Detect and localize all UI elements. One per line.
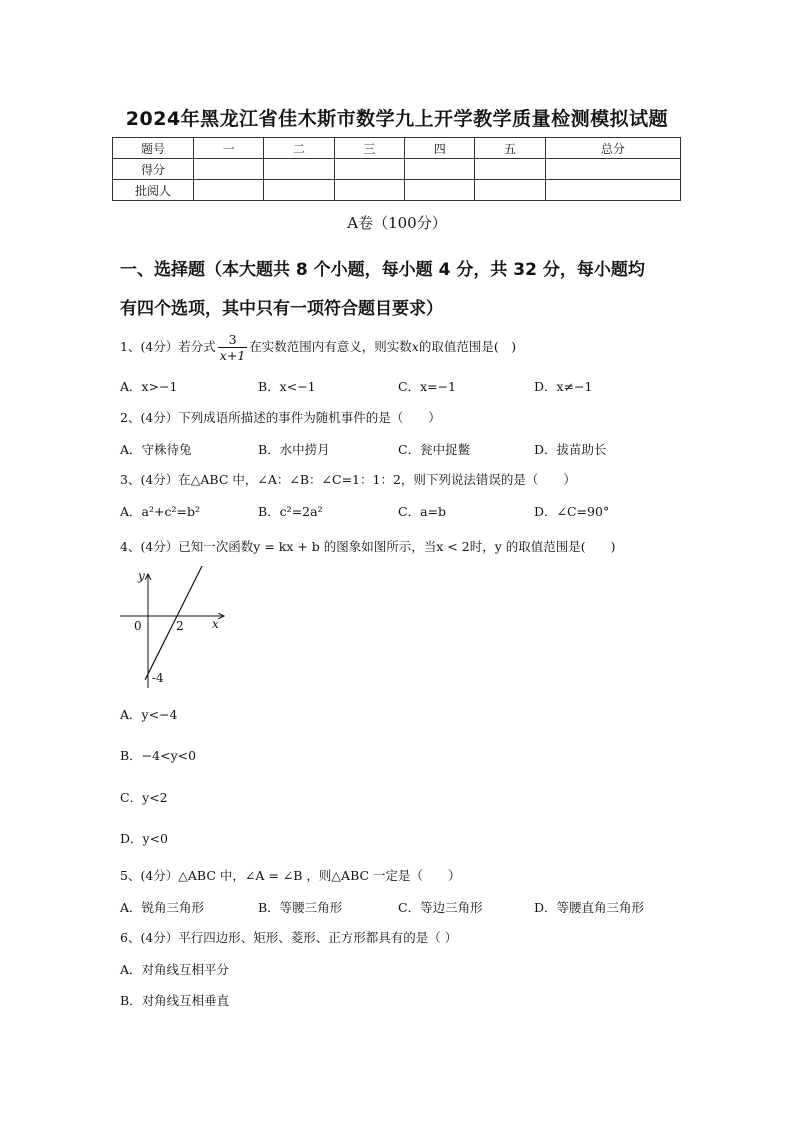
score-header-cell: 二 [264,138,334,159]
option-2c[interactable]: C．瓮中捉鳖 [398,442,471,457]
score-cell[interactable] [475,180,545,201]
score-row [113,159,681,180]
option-1b[interactable]: B．x<−1 [258,379,316,394]
option-5b[interactable]: B．等腰三角形 [258,900,343,915]
question-3: 3、(4分）在△ABC 中，∠A：∠B：∠C=1：1：2，则下列说法错误的是（ ） [120,472,576,487]
option-3b[interactable]: B．c²=2a² [258,504,323,519]
option-5c[interactable]: C．等边三角形 [398,900,483,915]
question-1 [120,332,516,363]
option-2d[interactable]: D．拔苗助长 [534,442,607,457]
option-6b[interactable]: B．对角线互相垂直 [120,993,230,1008]
score-cell[interactable] [194,180,264,201]
score-header-cell: 一 [194,138,264,159]
question-text: 的取值范围是( ) [418,339,517,354]
score-cell[interactable] [545,159,680,180]
option-4c[interactable]: C．y<2 [120,790,168,805]
option-6a[interactable]: A．对角线互相平分 [120,962,230,977]
part1-heading-line1: 一、选择题（本大题共 8 个小题，每小题 4 分，共 32 分，每小题均 [120,260,645,280]
score-cell[interactable] [194,159,264,180]
option-2a[interactable]: A．守株待兔 [120,442,192,457]
score-cell[interactable] [405,159,475,180]
score-cell[interactable] [545,180,680,201]
fraction [218,332,247,363]
score-cell[interactable] [264,180,334,201]
option-3a[interactable]: A．a²+c²=b² [120,504,200,519]
score-row-label: 批阅人 [113,180,194,201]
score-cell[interactable] [475,159,545,180]
option-5d[interactable]: D．等腰直角三角形 [534,900,645,915]
exam-title: 2024年黑龙江省佳木斯市数学九上开学教学质量检测模拟试题 [125,108,669,130]
question-6: 6、(4分）平行四边形、矩形、菱形、正方形都具有的是（ ） [120,930,458,945]
fraction-numerator: 3 [218,332,247,348]
score-cell[interactable] [405,180,475,201]
x-intercept-label: 2 [176,619,184,633]
origin-label: 0 [134,619,142,633]
option-5a[interactable]: A．锐角三角形 [120,900,205,915]
y-axis-label: y [138,569,145,583]
fraction-denominator: x+1 [219,348,246,363]
score-cell[interactable] [334,180,404,201]
reviewer-row [113,180,681,201]
question-text: 在实数范围内有意义，则实数 [249,339,412,354]
score-row-label: 得分 [113,159,194,180]
section-a-title: A卷（100分） [347,214,447,232]
part1-heading-line2: 有四个选项，其中只有一项符合题目要求） [120,299,443,319]
score-cell[interactable] [264,159,334,180]
y-intercept-label: -4 [152,671,164,685]
question-text: 1、(4分）若分式 [120,339,216,354]
option-3c[interactable]: C．a=b [398,504,446,519]
score-table-header-row [113,138,681,159]
score-cell[interactable] [334,159,404,180]
linear-function-graph [112,566,232,690]
question-4: 4、(4分）已知一次函数y = kx + b 的图象如图所示，当x < 2时，y 的取值范围是( ) [120,539,616,554]
question-5: 5、(4分）△ABC 中，∠A = ∠B ，则△ABC 一定是（ ） [120,868,461,883]
score-header-cell: 四 [405,138,475,159]
question-2: 2、(4分）下列成语所描述的事件为随机事件的是（ ） [120,410,441,425]
option-2b[interactable]: B．水中捞月 [258,442,330,457]
option-1c[interactable]: C．x=−1 [398,379,457,394]
option-4b[interactable]: B．−4<y<0 [120,748,197,763]
score-header-cell: 总分 [545,138,680,159]
score-table [112,137,681,201]
option-1d[interactable]: D．x≠−1 [534,379,593,394]
option-1a[interactable]: A．x>−1 [120,379,178,394]
option-4d[interactable]: D．y<0 [120,831,169,846]
math-variable: x [411,339,419,354]
option-4a[interactable]: A．y<−4 [120,707,178,722]
score-header-cell: 五 [475,138,545,159]
score-header-cell: 三 [334,138,404,159]
option-3d[interactable]: D．∠C=90° [534,504,610,519]
score-header-cell: 题号 [113,138,194,159]
x-axis-label: x [212,617,219,631]
